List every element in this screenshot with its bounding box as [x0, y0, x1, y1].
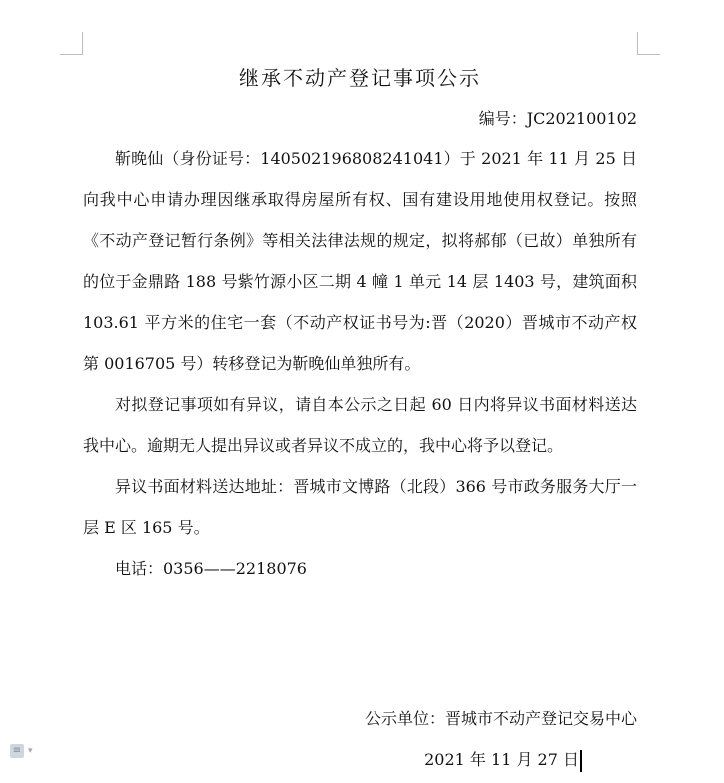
paragraph-application: 靳晚仙（身份证号：140502196808241041）于 2021 年 11 月 25 日向我中心申请办理因继承取得房屋所有权、国有建设用地使用权登记。按照《不动产登记暂行条例》等相关法律法规的规定，拟将郝郁（已故）单独所有的位于金鼎路 188 号紫竹源小区二期 4 幢 1 单元 14 层 1403 号，建筑面积 103.61 平方米的住宅一套（不动产权证书号为:晋（2020）晋城市不动产权第 0016705 号）转移登记为靳晚仙单独所有。: [83, 149, 637, 373]
signature-organization: 公示单位：晋城市不动产登记交易中心: [364, 709, 637, 728]
paragraph-phone: 电话：0356——2218076: [115, 559, 307, 578]
text-cursor: [580, 750, 582, 772]
chevron-down-icon[interactable]: ▾: [28, 746, 33, 756]
document-number: 编号：JC202100102: [478, 109, 637, 128]
document-body: [83, 60, 637, 769]
document-status-icon[interactable]: ≡: [10, 744, 24, 758]
signature-date: 2021 年 11 月 27 日: [424, 750, 579, 769]
page-corner-top-right: [637, 32, 660, 55]
paragraph-address: 异议书面材料送达地址：晋城市文博路（北段）366 号市政务服务大厅一层 E 区 165 号。: [83, 477, 637, 537]
paragraph-objection: 对拟登记事项如有异议，请自本公示之日起 60 日内将异议书面材料送达我中心。逾期无人提出异议或者异议不成立的，我中心将予以登记。: [83, 395, 637, 455]
document-title: 继承不动产登记事项公示: [239, 66, 481, 90]
page-corner-top-left: [60, 32, 83, 55]
